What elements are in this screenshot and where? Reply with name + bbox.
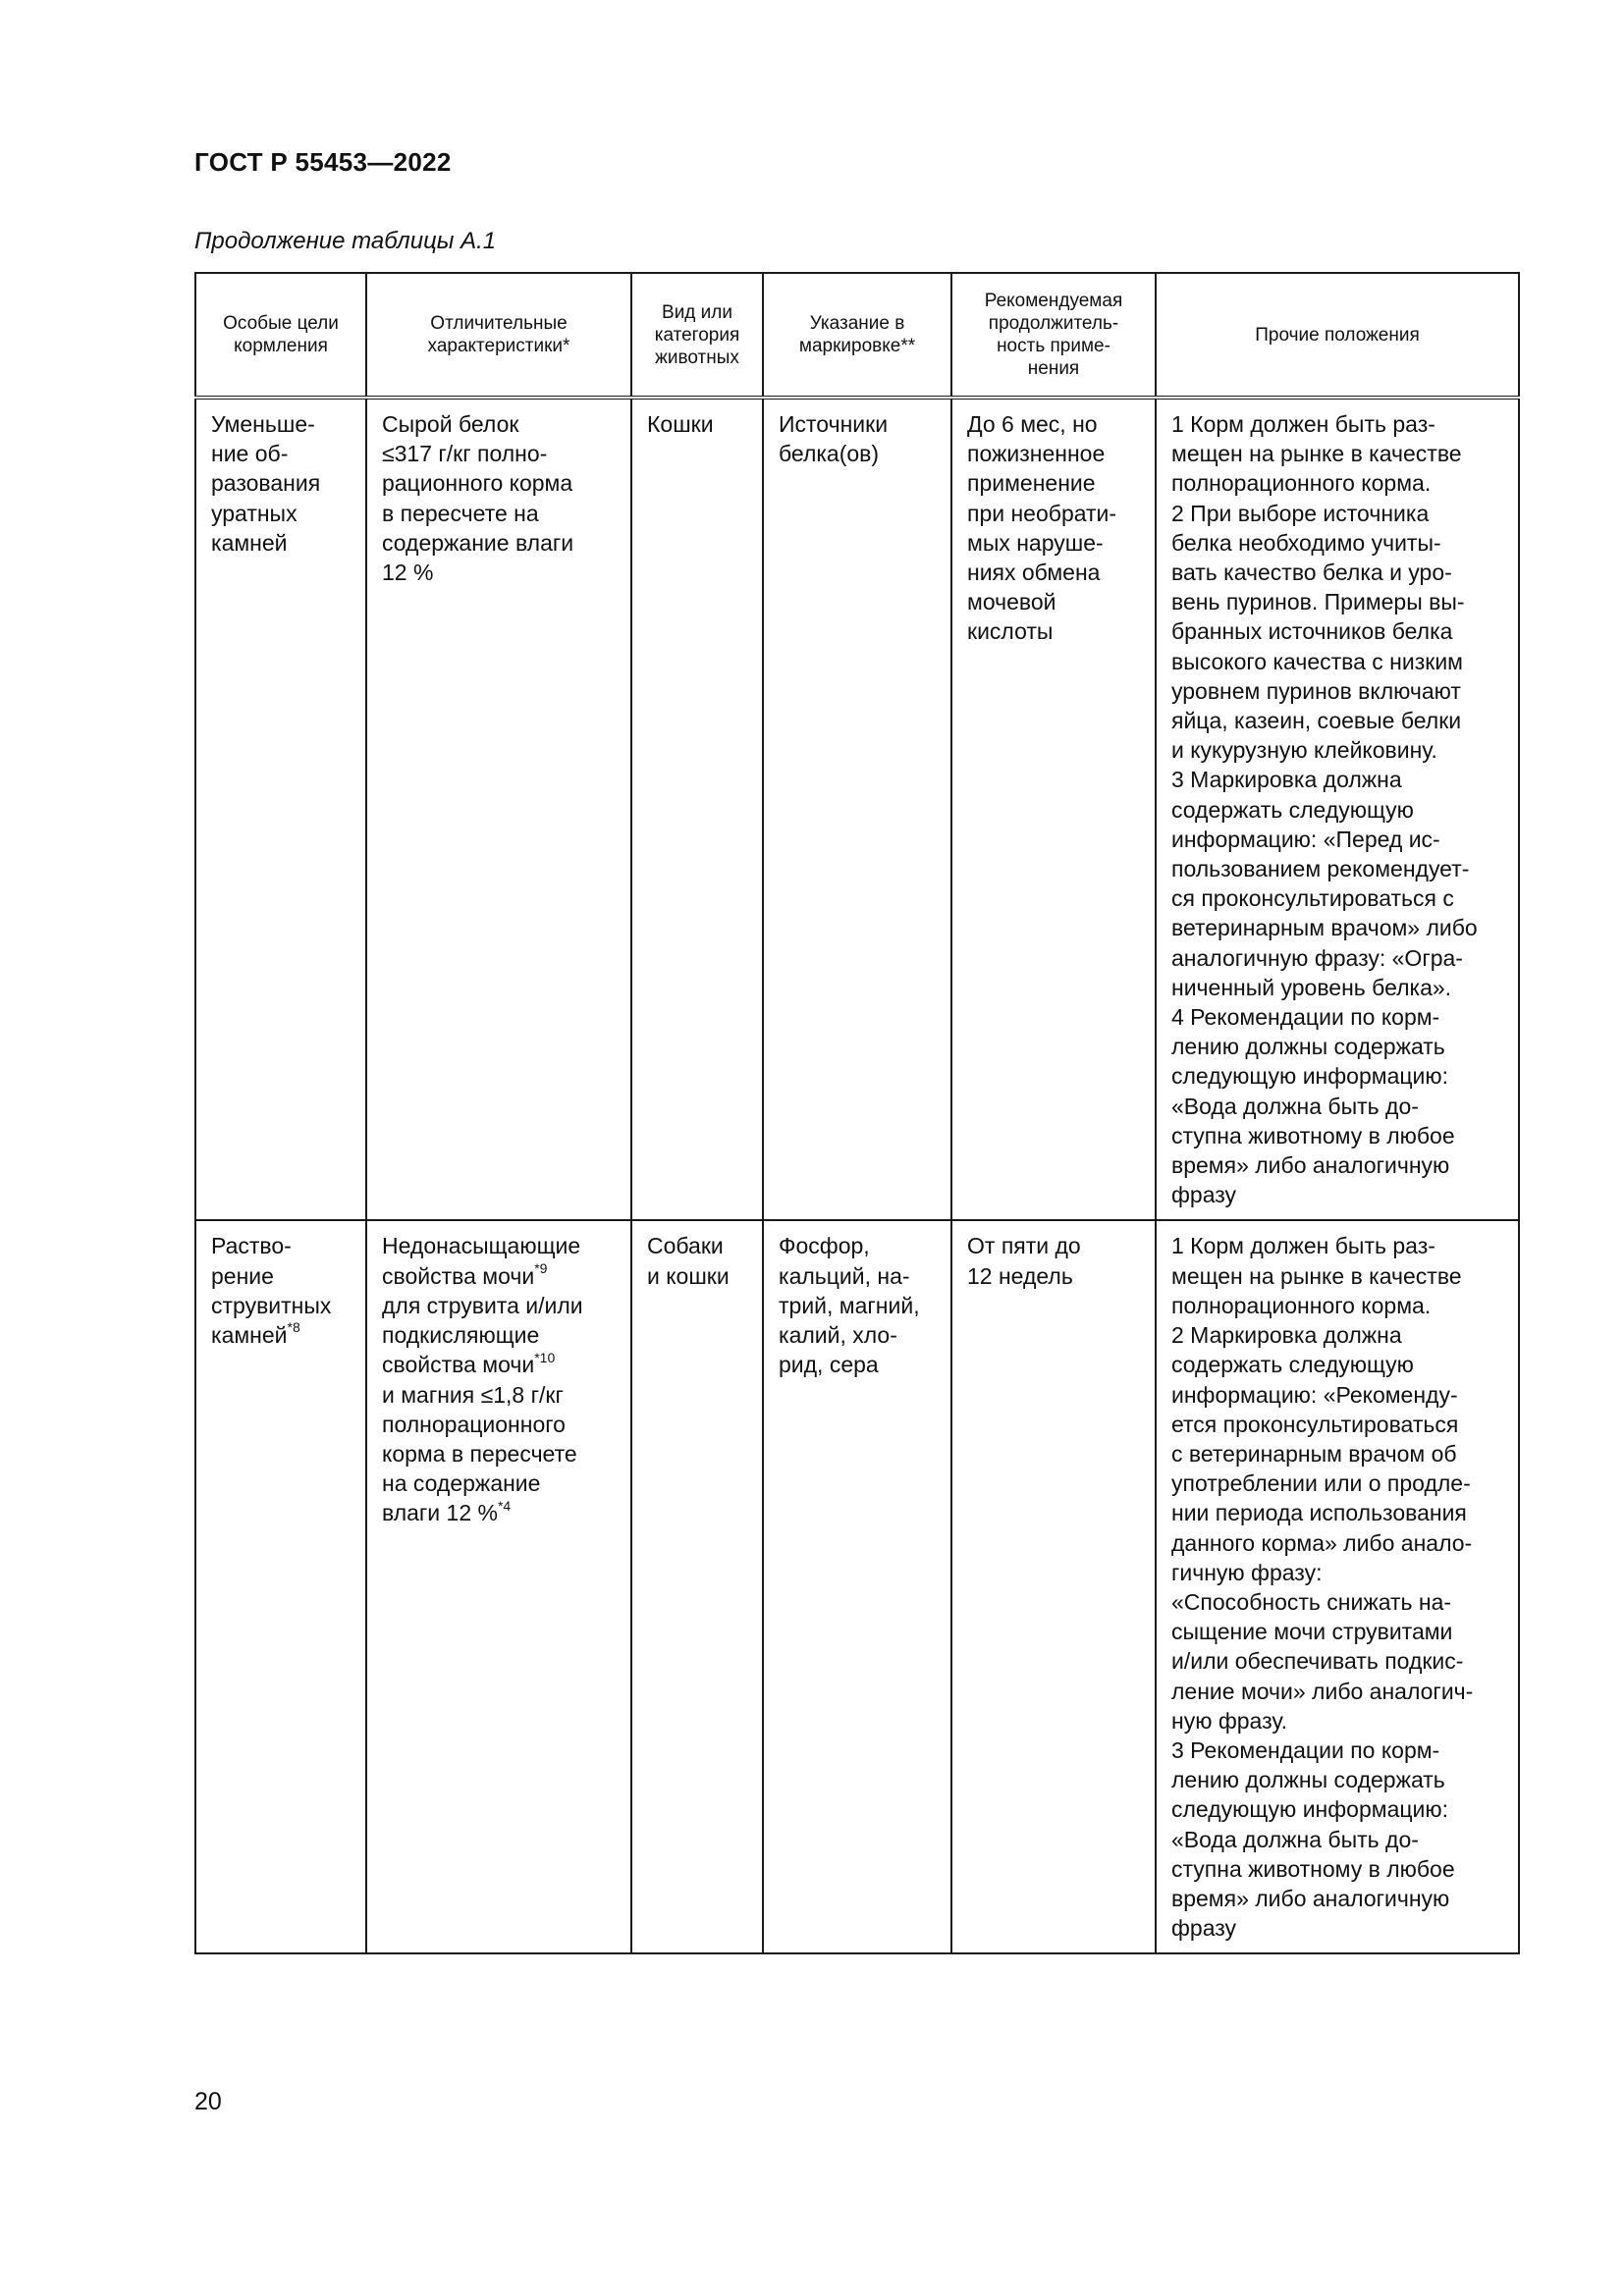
column-header-label: Отличительные характеристики* (427, 313, 570, 356)
cell-purpose (195, 1220, 366, 1953)
table-header-row (195, 273, 1519, 398)
cell-species: Кошки (631, 398, 763, 1220)
footnote-ref: *10 (534, 1349, 556, 1365)
purpose-text: Раство- рение струвитных камней (211, 1233, 332, 1349)
cell-labelling: Фосфор, кальций, на- трий, магний, калий, хло- рид, сера (763, 1220, 951, 1953)
characteristics-text: и магния ≤1,8 г/кг полнорационного корма в пересчете на содержание влаги 12 % (382, 1381, 577, 1526)
cell-other-provisions: 1 Корм должен быть раз- мещен на рынке в качестве полнорационного корма. 2 Маркировка должна содержать следующую информацию: «Рекоменду- ется проконсультироваться с ветеринарным врачом об употреблении или о продле- нии периода использования данного корма» либо анало- гичную фразу: «Способность снижать на- сыщение мочи струвитами и/или обеспечивать подкис- ление мочи» либо аналогич- ную фразу. 3 Рекомендации по корм- лению должны содержать следующую информацию: «Вода должна быть до- ступна животному в любое время» либо аналогичную фразу (1156, 1220, 1519, 1953)
column-header-label: Указание в маркировке** (798, 313, 916, 356)
page-number: 20 (194, 2088, 222, 2115)
cell-duration: До 6 мес, но пожизненное применение при необрати- мых наруше- ниях обмена мочевой кислоты (951, 398, 1156, 1220)
column-header-duration (951, 273, 1156, 398)
footnote-ref: *4 (497, 1497, 512, 1514)
column-header-species (631, 273, 763, 398)
table-caption: Продолжение таблицы А.1 (194, 228, 497, 254)
footnote-ref: *9 (534, 1260, 548, 1277)
cell-characteristics (366, 1220, 631, 1953)
document-code: ГОСТ Р 55453—2022 (194, 147, 452, 177)
table-row (195, 398, 1519, 1220)
column-header-label: Прочие положения (1255, 324, 1420, 346)
characteristics-text: Недонасыщающие свойства мочи (382, 1233, 581, 1289)
cell-characteristics: Сырой белок ≤317 г/кг полно- рационного корма в пересчете на содержание влаги 12 % (366, 398, 631, 1220)
column-header-purpose (195, 273, 366, 398)
cell-duration: От пяти до 12 недель (951, 1220, 1156, 1953)
table-row (195, 1220, 1519, 1953)
cell-other-provisions: 1 Корм должен быть раз- мещен на рынке в качестве полнорационного корма. 2 При выборе источника белка необходимо учиты- вать качество белка и уро- вень пуринов. Примеры вы- бранных источников белка высокого качества с низким уровнем пуринов включают яйца, казеин, соевые белки и кукурузную клейковину. 3 Маркировка должна содержать следующую информацию: «Перед ис- пользованием рекомендует- ся проконсультироваться с ветеринарным врачом» либо аналогичную фразу: «Огра- ниченный уровень белка». 4 Рекомендации по корм- лению должны содержать следующую информацию: «Вода должна быть до- ступна животному в любое время» либо аналогичную фразу (1156, 398, 1519, 1220)
column-header-other (1156, 273, 1519, 398)
column-header-label: Особые цели кормления (223, 313, 339, 356)
column-header-characteristics (366, 273, 631, 398)
column-header-label: Рекомендуемая продолжитель- ность приме- нения (984, 291, 1123, 379)
cell-species: Собаки и кошки (631, 1220, 763, 1953)
column-header-labelling (763, 273, 951, 398)
footnote-ref: *8 (287, 1319, 300, 1336)
characteristics-text: для струвита и/или подкисляющие свойства мочи (382, 1292, 583, 1378)
cell-labelling: Источники белка(ов) (763, 398, 951, 1220)
column-header-label: Вид или категория животных (654, 301, 740, 368)
cell-purpose: Уменьше- ние об- разования уратных камней (195, 398, 366, 1220)
feeding-purposes-table (194, 272, 1520, 1954)
